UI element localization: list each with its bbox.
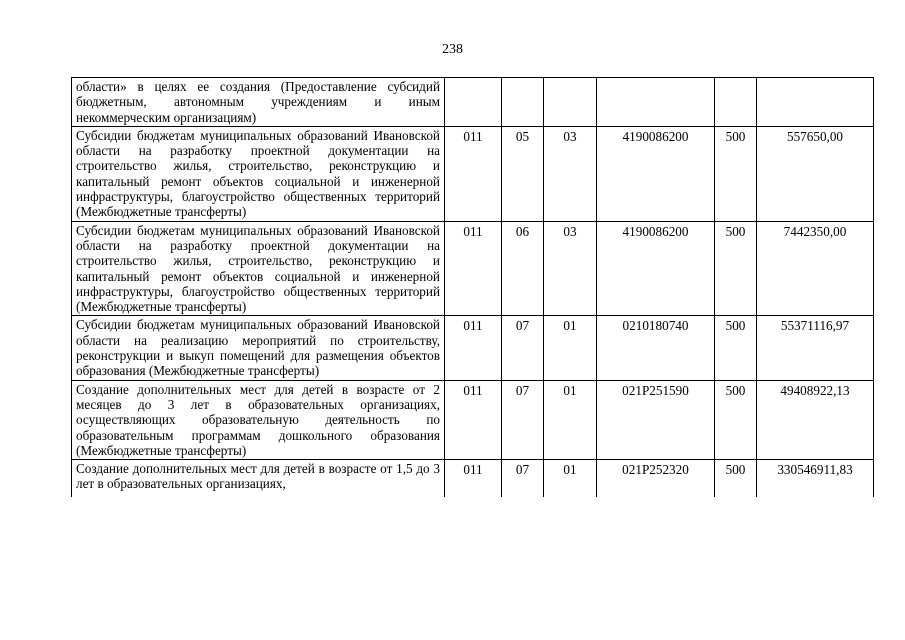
row-description: Субсидии бюджетам муниципальных образований Ивановской области на разработку проектной документации на строительство жилья, строительство, реконструкцию и капитальный ремонт объектов социальной и инженерной инфраструктуры, благоустройство общественных территорий (Межбюджетные трансферты) xyxy=(72,126,445,221)
expense-type-code xyxy=(715,78,757,127)
subsection-code: 01 xyxy=(544,380,597,459)
subsection-code: 01 xyxy=(544,460,597,497)
page-number: 238 xyxy=(442,42,463,57)
amount xyxy=(757,78,874,127)
ministry-code: 011 xyxy=(445,380,502,459)
ministry-code xyxy=(445,78,502,127)
target-article-code: 4190086200 xyxy=(597,221,715,316)
target-article-code: 4190086200 xyxy=(597,126,715,221)
amount: 7442350,00 xyxy=(757,221,874,316)
section-code: 06 xyxy=(502,221,544,316)
section-code: 05 xyxy=(502,126,544,221)
ministry-code: 011 xyxy=(445,126,502,221)
expense-type-code: 500 xyxy=(715,316,757,380)
expense-type-code: 500 xyxy=(715,380,757,459)
row-description: Субсидии бюджетам муниципальных образований Ивановской области на реализацию мероприятий по строительству, реконструкции и выкуп помещений для размещения объектов образования (Межбюджетные трансферты) xyxy=(72,316,445,380)
target-article-code xyxy=(597,78,715,127)
table-row xyxy=(72,460,874,497)
target-article-code: 021P251590 xyxy=(597,380,715,459)
section-code: 07 xyxy=(502,380,544,459)
amount: 557650,00 xyxy=(757,126,874,221)
expense-type-code: 500 xyxy=(715,460,757,497)
subsection-code xyxy=(544,78,597,127)
budget-table xyxy=(71,77,874,497)
subsection-code: 03 xyxy=(544,221,597,316)
table-row xyxy=(72,78,874,127)
row-description: Создание дополнительных мест для детей в возрасте от 1,5 до 3 лет в образовательных организациях, xyxy=(72,460,445,497)
row-description: Создание дополнительных мест для детей в возрасте от 2 месяцев до 3 лет в образовательных организациях, осуществляющих образовательную деятельность по образовательным программам дошкольного образования (Межбюджетные трансферты) xyxy=(72,380,445,459)
table-row xyxy=(72,221,874,316)
ministry-code: 011 xyxy=(445,316,502,380)
target-article-code: 0210180740 xyxy=(597,316,715,380)
amount: 55371116,97 xyxy=(757,316,874,380)
expense-type-code: 500 xyxy=(715,126,757,221)
table-row xyxy=(72,380,874,459)
row-description: области» в целях ее создания (Предоставление субсидий бюджетным, автономным учреждениям и иным некоммерческим организациям) xyxy=(72,78,445,127)
row-description: Субсидии бюджетам муниципальных образований Ивановской области на разработку проектной документации на строительство жилья, строительство, реконструкцию и капитальный ремонт объектов социальной и инженерной инфраструктуры, благоустройство общественных территорий (Межбюджетные трансферты) xyxy=(72,221,445,316)
expense-type-code: 500 xyxy=(715,221,757,316)
subsection-code: 03 xyxy=(544,126,597,221)
ministry-code: 011 xyxy=(445,221,502,316)
section-code: 07 xyxy=(502,460,544,497)
table-row xyxy=(72,316,874,380)
ministry-code: 011 xyxy=(445,460,502,497)
section-code: 07 xyxy=(502,316,544,380)
amount: 49408922,13 xyxy=(757,380,874,459)
table-row xyxy=(72,126,874,221)
target-article-code: 021P252320 xyxy=(597,460,715,497)
amount: 330546911,83 xyxy=(757,460,874,497)
subsection-code: 01 xyxy=(544,316,597,380)
section-code xyxy=(502,78,544,127)
